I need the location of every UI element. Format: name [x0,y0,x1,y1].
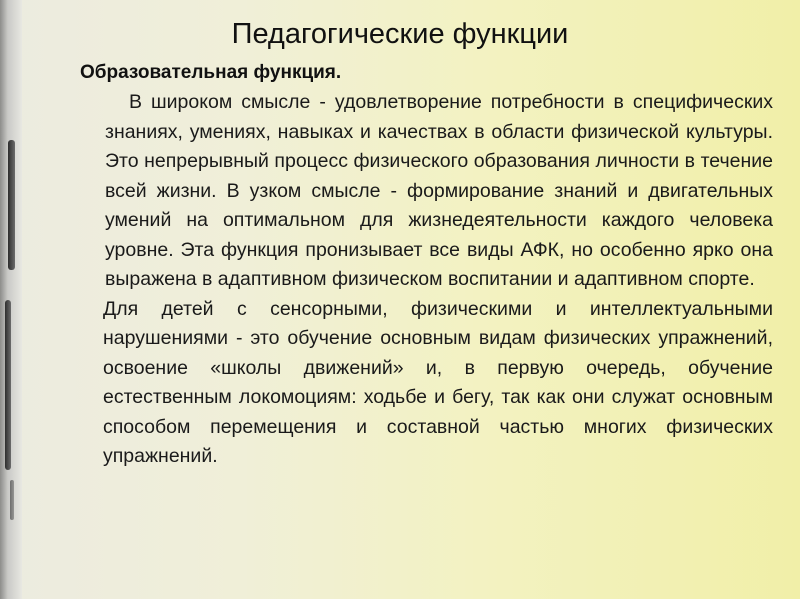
body-text [105,88,773,472]
section-heading: Образовательная функция. [80,62,342,83]
paragraph: В широком смысле - удовлетворение потребности в специфических знаниях, умениях, навыках и качествах в области физической культуры. Это непрерывный процесс физического образования личности в течение всей жизни. В узком смысле - формирование знаний и двигательных умений на оптимальном для жизнедеятельности каждого человека уровне. Эта функция пронизывает все виды АФК, но особенно ярко она выражена в адаптивном физическом воспитании и адаптивном спорте. [105,91,773,290]
decorative-stroke [10,480,14,520]
paragraph: Для детей с сенсорными, физическими и интеллектуальными нарушениями - это обучение основным видам физических упражнений, освоение «школы движений» и, в первую очередь, обучение естественным локомоциям: ходьбе и бегу, так как они служат основным способом перемещения и составной частью многих физических упражнений. [103,297,773,467]
decorative-stroke [8,140,15,270]
decorative-left-edge [0,0,22,599]
decorative-stroke [5,300,11,470]
slide-title: Педагогические функции [231,18,569,50]
